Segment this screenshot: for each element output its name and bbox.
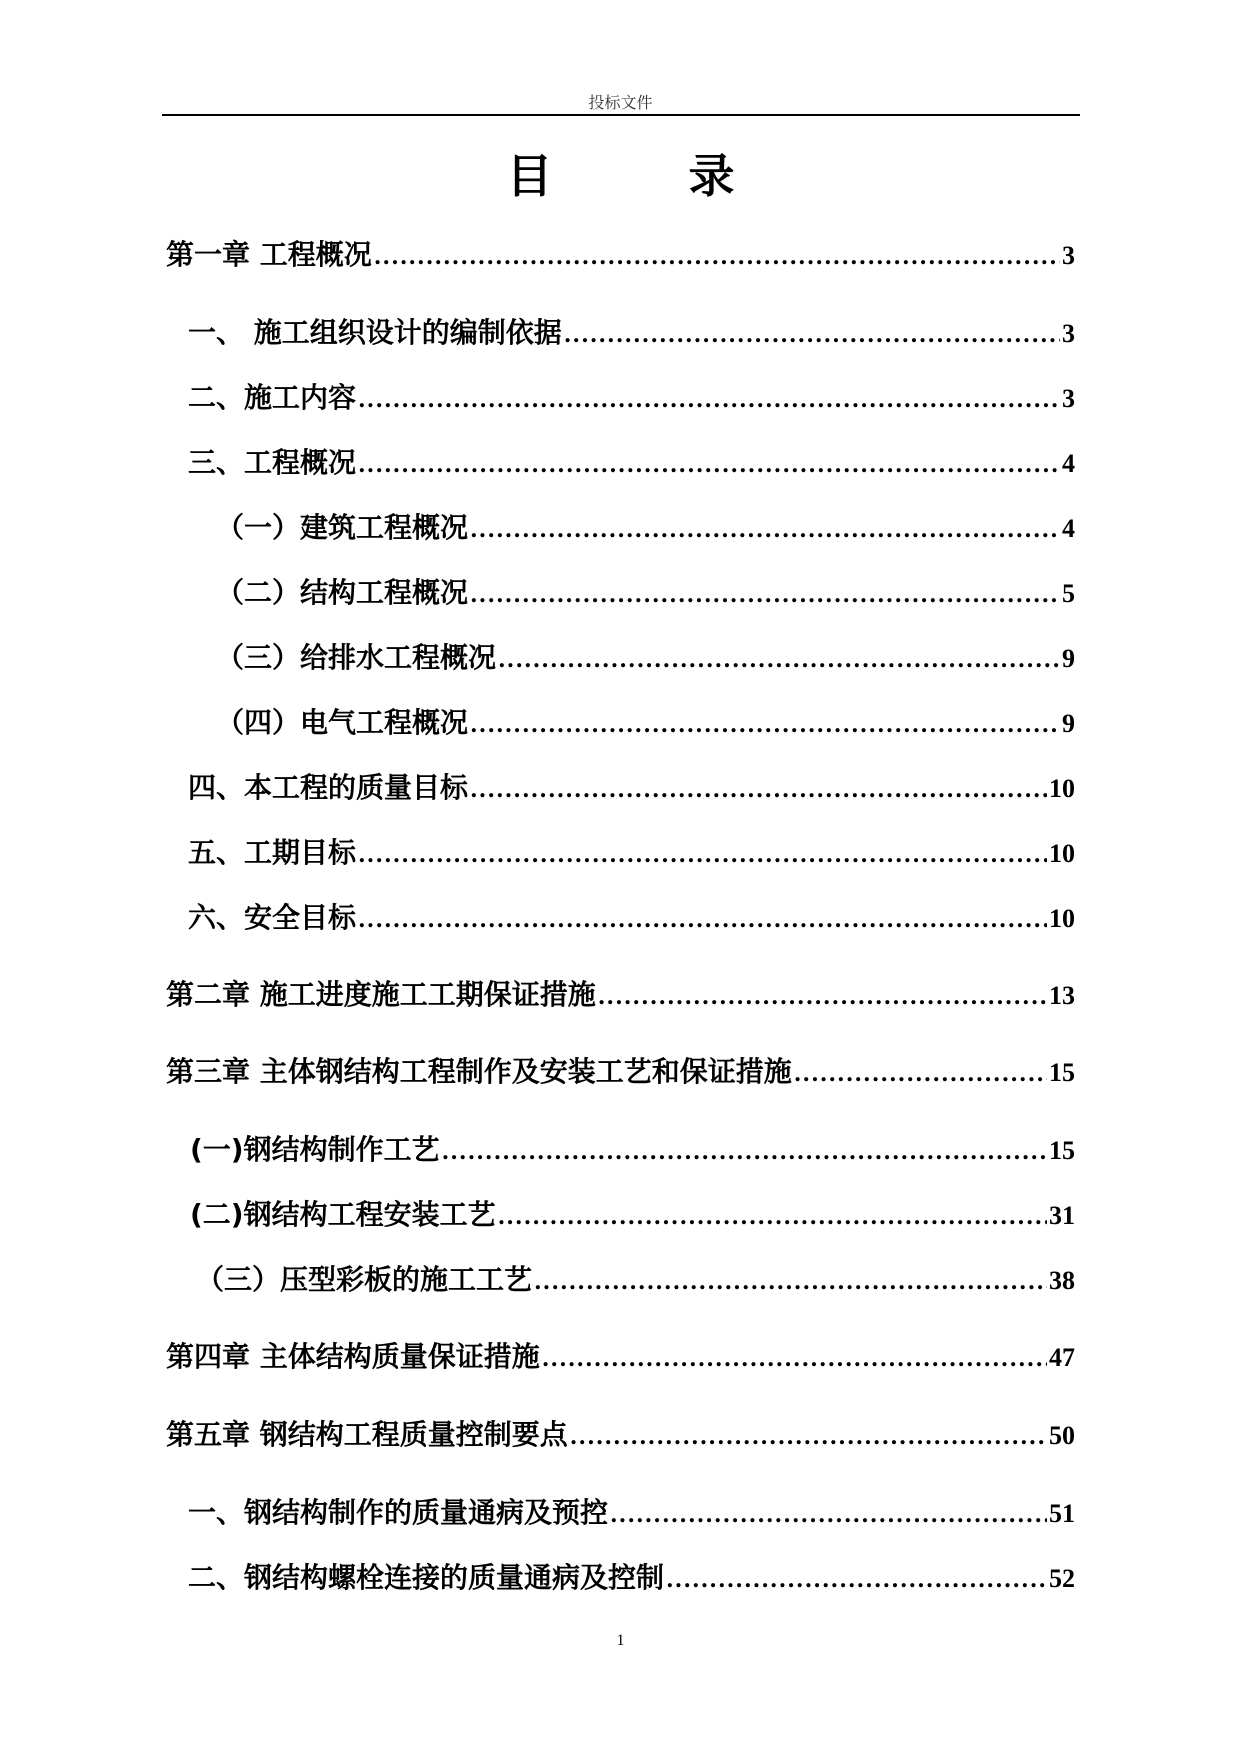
toc-entry-chapter-3[interactable]: [166, 1050, 1075, 1090]
toc-entry-page: 3: [1062, 241, 1075, 270]
toc-entry-label: 三、工程概况: [188, 446, 357, 479]
toc-entry-label: 第二章 施工进度施工工期保证措施: [166, 978, 596, 1011]
toc-entry[interactable]: [216, 636, 1075, 676]
toc-entry-label: 六、安全目标: [188, 901, 357, 934]
dot-leader: [470, 777, 1047, 803]
toc-entry[interactable]: [188, 311, 1075, 351]
toc-entry-label: （二）结构工程概况: [216, 576, 469, 609]
toc-entry-page: 51: [1049, 1499, 1075, 1528]
toc-entry-page: 5: [1062, 579, 1075, 608]
toc-entry-page: 10: [1049, 839, 1075, 868]
toc-entry-page: 52: [1049, 1564, 1075, 1593]
toc-entry-page: 3: [1062, 319, 1075, 348]
toc-entry-page: 38: [1049, 1266, 1075, 1295]
toc-entry[interactable]: [188, 1491, 1075, 1531]
toc-entry-label: 一、钢结构制作的质量通病及预控: [188, 1496, 609, 1529]
toc-entry-page: 4: [1062, 514, 1075, 543]
toc-entry[interactable]: [188, 766, 1075, 806]
toc-entry-label: 二、施工内容: [188, 381, 357, 414]
toc-entry-page: 3: [1062, 384, 1075, 413]
toc-entry-page: 50: [1049, 1421, 1075, 1450]
toc-entry-label: (一)钢结构制作工艺: [190, 1133, 440, 1166]
toc-entry-label: (二)钢结构工程安装工艺: [190, 1198, 496, 1231]
toc-entry[interactable]: [188, 376, 1075, 416]
toc-entry-label: 五、工期目标: [188, 836, 357, 869]
toc-entry-page: 9: [1062, 644, 1075, 673]
dot-leader: [358, 452, 1060, 478]
toc-entry-chapter-5[interactable]: [166, 1413, 1075, 1453]
dot-leader: [534, 1269, 1047, 1295]
dot-leader: [358, 387, 1060, 413]
toc-entry-page: 10: [1049, 774, 1075, 803]
toc-entry-label: 第四章 主体结构质量保证措施: [166, 1340, 540, 1373]
toc-entry-page: 10: [1049, 904, 1075, 933]
dot-leader: [610, 1502, 1047, 1528]
dot-leader: [542, 1346, 1047, 1372]
toc-title: 目 录: [506, 149, 795, 203]
dot-leader: [358, 907, 1047, 933]
page-header: 投标文件: [588, 93, 653, 112]
toc-entry-chapter-1[interactable]: [166, 233, 1075, 273]
toc-entry[interactable]: [190, 1128, 1075, 1168]
toc-entry-label: （四）电气工程概况: [216, 706, 469, 739]
dot-leader: [498, 1204, 1047, 1230]
dot-leader: [470, 582, 1060, 608]
toc-entry-label: 一、 施工组织设计的编制依据: [188, 316, 562, 349]
dot-leader: [498, 647, 1060, 673]
dot-leader: [570, 1424, 1047, 1450]
dot-leader: [470, 517, 1060, 543]
toc-entry[interactable]: [196, 1258, 1075, 1298]
toc-entry[interactable]: [188, 831, 1075, 871]
page-number: 1: [616, 1632, 625, 1649]
dot-leader: [374, 244, 1060, 270]
toc-entry-page: 9: [1062, 709, 1075, 738]
dot-leader: [666, 1567, 1047, 1593]
toc-entry-label: 第五章 钢结构工程质量控制要点: [166, 1418, 568, 1451]
toc-entry-page: 31: [1049, 1201, 1075, 1230]
toc-entry-label: （三）给排水工程概况: [216, 641, 497, 674]
dot-leader: [358, 842, 1047, 868]
toc-entry-page: 15: [1049, 1136, 1075, 1165]
toc-entry[interactable]: [190, 1193, 1075, 1233]
dot-leader: [794, 1061, 1047, 1087]
toc-entry-label: （三）压型彩板的施工工艺: [196, 1263, 533, 1296]
dot-leader: [564, 322, 1060, 348]
toc-entry-label: 四、本工程的质量目标: [188, 771, 469, 804]
toc-entry[interactable]: [216, 506, 1075, 546]
toc-entry[interactable]: [188, 1556, 1075, 1596]
toc-entry-page: 15: [1049, 1058, 1075, 1087]
toc-entry[interactable]: [188, 441, 1075, 481]
toc-entry[interactable]: [216, 571, 1075, 611]
toc-entry-chapter-4[interactable]: [166, 1335, 1075, 1375]
dot-leader: [470, 712, 1060, 738]
toc-entry-label: 第一章 工程概况: [166, 238, 372, 271]
toc-entry[interactable]: [216, 701, 1075, 741]
dot-leader: [442, 1139, 1047, 1165]
toc-entry-page: 47: [1049, 1343, 1075, 1372]
toc-entry[interactable]: [188, 896, 1075, 936]
toc-entry-page: 4: [1062, 449, 1075, 478]
toc-entry-page: 13: [1049, 981, 1075, 1010]
dot-leader: [598, 984, 1047, 1010]
header-divider: [162, 114, 1080, 116]
toc-entry-label: 二、钢结构螺栓连接的质量通病及控制: [188, 1561, 665, 1594]
toc-entry-label: （一）建筑工程概况: [216, 511, 469, 544]
toc-entry-label: 第三章 主体钢结构工程制作及安装工艺和保证措施: [166, 1055, 792, 1088]
toc-entry-chapter-2[interactable]: [166, 973, 1075, 1013]
